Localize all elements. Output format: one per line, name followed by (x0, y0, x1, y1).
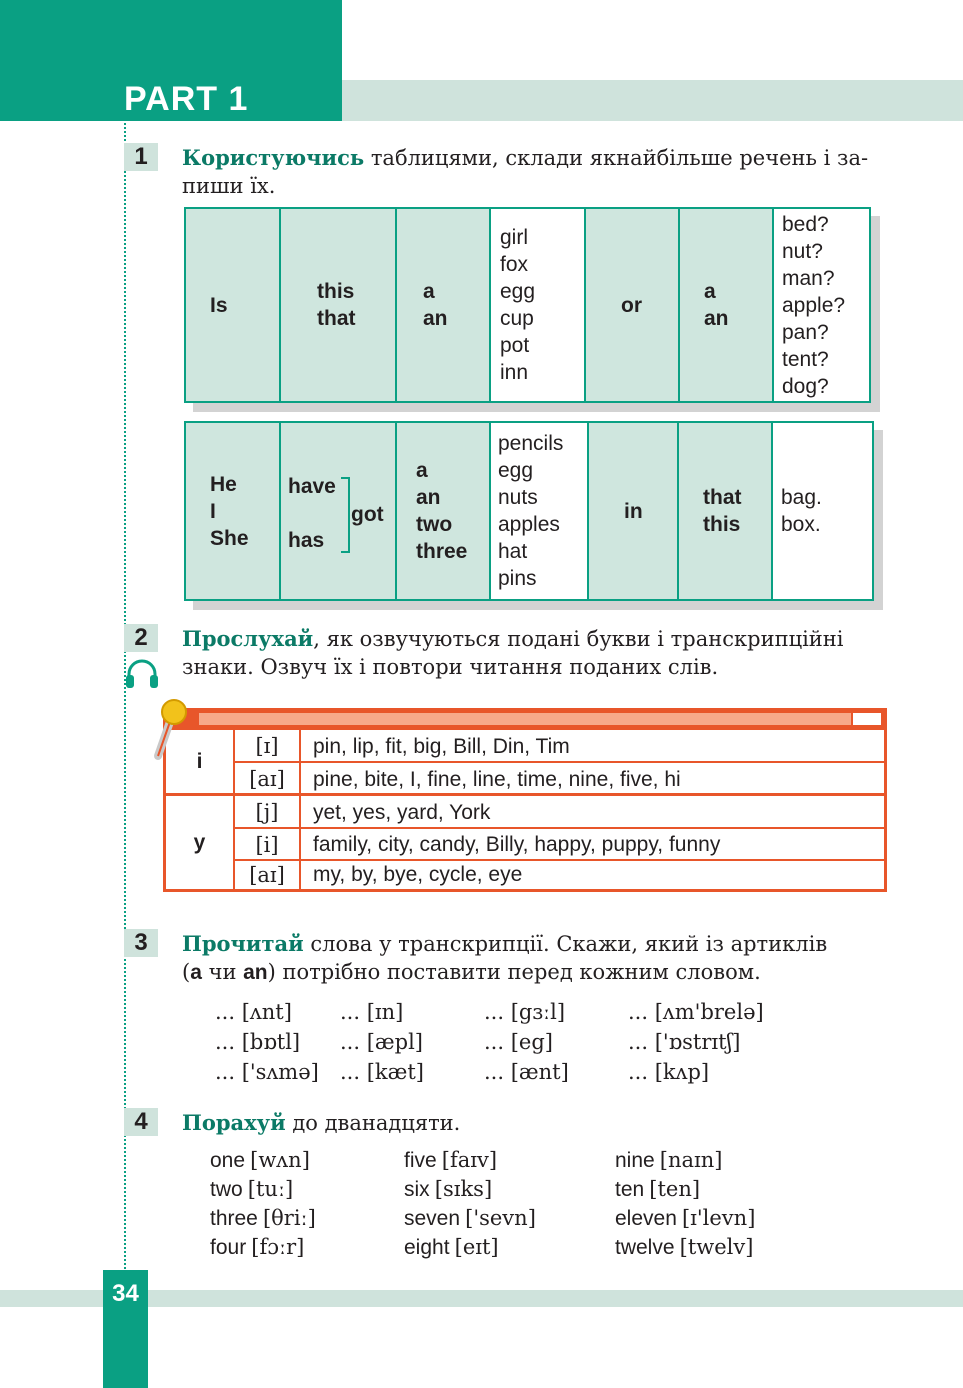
table2-have: have (288, 475, 336, 498)
letters-sounds-table (163, 708, 887, 892)
exercise-1-instruction (182, 144, 888, 200)
table1-cell: Is (210, 293, 228, 317)
number-word: eight (404, 1236, 450, 1259)
letter-y: y (166, 796, 235, 889)
exercise-1-text: таблицями, склади якнайбільше речень і за- (364, 146, 869, 170)
numbers-row (210, 1148, 850, 1177)
transcription-item: ... [kæt] (340, 1060, 424, 1084)
sound-cell: [aɪ] (235, 763, 301, 796)
table1-cell: bed? nut? man? apple? pan? tent? dog? (782, 212, 846, 398)
table1-col-objects (774, 209, 869, 401)
sound-cell: [aɪ] (235, 861, 301, 889)
table-top-bar (163, 708, 887, 730)
number-transcription: [twelv] (679, 1235, 754, 1259)
table1-cell: girl fox egg cup pot inn (500, 226, 536, 384)
transcription-item: ... [ɪn] (340, 1000, 404, 1024)
number-word: two (210, 1178, 243, 1201)
number-transcription: [θriː] (262, 1206, 316, 1230)
number-word: five (404, 1149, 437, 1172)
table2-col-pronouns (186, 423, 281, 599)
sentence-table-1 (184, 207, 871, 403)
exercise-3-text: слова у транскрипції. Скажи, який із артиклів (303, 932, 828, 956)
page-number: 34 (112, 1280, 139, 1307)
number-item (615, 1206, 755, 1231)
transcription-row (215, 1030, 855, 1060)
number-item (404, 1206, 536, 1231)
table2-col-demonstratives (679, 423, 773, 599)
exercise-number-3: 3 (124, 929, 158, 957)
table2-col-have-has (281, 423, 397, 599)
numbers-row (210, 1177, 850, 1206)
sound-cell: [j] (235, 796, 301, 829)
transcription-item: ... [kʌp] (628, 1060, 710, 1084)
number-item (404, 1148, 497, 1173)
article-an: an (243, 961, 268, 984)
transcription-item: ... [gɜːl] (484, 1000, 566, 1024)
number-word: seven (404, 1207, 461, 1230)
pushpin-icon (150, 698, 194, 762)
table1-col-demonstrative (281, 209, 397, 401)
exercise-4-text: до дванадцяти. (285, 1111, 461, 1135)
number-item (210, 1235, 304, 1260)
table1-cell: this that (317, 280, 356, 330)
number-item (404, 1235, 499, 1260)
table2-cell: that this (703, 486, 742, 536)
page-title: PART 1 (124, 80, 249, 118)
number-item (404, 1177, 492, 1202)
table2-col-nouns (491, 423, 589, 599)
number-transcription: [sɪks] (434, 1177, 493, 1201)
number-word: four (210, 1236, 247, 1259)
words-cell: pine, bite, I, fine, line, time, nine, five, hi (301, 763, 884, 796)
table2-cell: pencils egg nuts apples hat pins (498, 432, 564, 590)
number-word: three (210, 1207, 258, 1230)
exercise-1-keyword: Користуючись (182, 145, 365, 170)
table2-col-objects (773, 423, 872, 599)
transcription-item: ... [eg] (484, 1030, 553, 1054)
transcription-item: ... ['sʌmə] (215, 1060, 319, 1084)
table2-has: has (288, 529, 325, 552)
table1-cell: a an (704, 280, 729, 330)
table1-cell: a an (423, 280, 448, 330)
table-top-bar-inner (199, 713, 851, 725)
number-transcription: [tuː] (247, 1177, 294, 1201)
table2-got: got (351, 503, 384, 526)
number-transcription: [ten] (649, 1177, 701, 1201)
transcription-item: ... [ʌm'brelə] (628, 1000, 764, 1024)
number-item (615, 1148, 722, 1173)
exercise-2-instruction (182, 625, 888, 681)
words-cell: family, city, candy, Billy, happy, puppy, funny (301, 829, 884, 861)
exercise-number-1: 1 (124, 143, 158, 171)
table2-col-articles (397, 423, 491, 599)
words-cell: pin, lip, fit, big, Bill, Din, Tim (301, 730, 884, 763)
number-item (210, 1148, 310, 1173)
transcription-row (215, 1000, 855, 1030)
transcription-item: ... [ænt] (484, 1060, 569, 1084)
exercise-3-or: чи (201, 960, 244, 984)
transcription-item: ... ['ɒstrɪtʃ] (628, 1030, 741, 1054)
exercise-number-2: 2 (124, 624, 158, 652)
table2-cell: in (624, 499, 643, 523)
number-word: one (210, 1149, 246, 1172)
words-cell: my, by, bye, cycle, eye (313, 863, 523, 886)
table1-col-is (186, 209, 281, 401)
margin-dotted-line (124, 123, 126, 1273)
number-word: nine (615, 1149, 655, 1172)
number-transcription: [eɪt] (454, 1235, 499, 1259)
header-bar (342, 80, 963, 121)
number-transcription: [ɪ'levn] (681, 1206, 756, 1230)
headphones-icon (125, 658, 159, 690)
number-item (615, 1177, 700, 1202)
table1-col-nouns (491, 209, 586, 401)
table2-cell: bag. box. (781, 486, 822, 536)
transcription-item: ... [bɒtl] (215, 1030, 301, 1054)
transcription-item: ... [ʌnt] (215, 1000, 292, 1024)
exercise-4-keyword: Порахуй (182, 1110, 286, 1135)
number-transcription: [naɪn] (659, 1148, 723, 1172)
table2-col-in (589, 423, 679, 599)
number-transcription: [faɪv] (441, 1148, 498, 1172)
number-word: twelve (615, 1236, 675, 1259)
exercise-2-text-2: знаки. Озвуч їх і повтори читання поданих слів. (182, 655, 719, 679)
table1-col-article-2 (680, 209, 774, 401)
table1-col-article (397, 209, 491, 401)
table2-cell: He I She (210, 472, 249, 550)
numbers-row (210, 1235, 850, 1264)
number-transcription: ['sevn] (465, 1206, 536, 1230)
exercise-1-text-2: пиши їх. (182, 174, 276, 198)
table2-cell: a an two three (416, 459, 468, 563)
letter-i: i (166, 730, 235, 796)
number-transcription: [fɔːr] (251, 1235, 305, 1259)
transcription-grid (215, 1000, 855, 1090)
number-item (615, 1235, 753, 1260)
sentence-table-2 (184, 421, 874, 601)
table-top-bar-end (853, 713, 881, 725)
exercise-3-keyword: Прочитай (182, 931, 304, 956)
number-item (210, 1206, 316, 1231)
article-a: a (190, 961, 202, 984)
exercise-4-instruction (182, 1109, 888, 1137)
table1-col-or (586, 209, 680, 401)
numbers-row (210, 1206, 850, 1235)
numbers-grid (210, 1148, 850, 1264)
bracket (341, 477, 350, 553)
exercise-2-keyword: Прослухай (182, 626, 314, 651)
table1-cell: or (621, 293, 642, 317)
number-word: eleven (615, 1207, 677, 1230)
exercise-3-paren: ( (182, 960, 191, 984)
number-word: ten (615, 1178, 645, 1201)
exercise-3-instruction (182, 930, 888, 987)
sound-cell: [ɪ] (235, 730, 301, 763)
number-item (210, 1177, 293, 1202)
transcription-row (215, 1060, 855, 1090)
exercise-2-text: , як озвучуються подані букви і транскрипційні (313, 627, 844, 651)
words-cell: yet, yes, yard, York (301, 796, 884, 829)
number-word: six (404, 1178, 430, 1201)
exercise-number-4: 4 (124, 1108, 158, 1136)
number-transcription: [wʌn] (250, 1148, 310, 1172)
exercise-3-text-2: ) потрібно поставити перед кожним словом. (267, 960, 761, 984)
sound-cell: [i] (235, 829, 301, 861)
transcription-item: ... [æpl] (340, 1030, 423, 1054)
